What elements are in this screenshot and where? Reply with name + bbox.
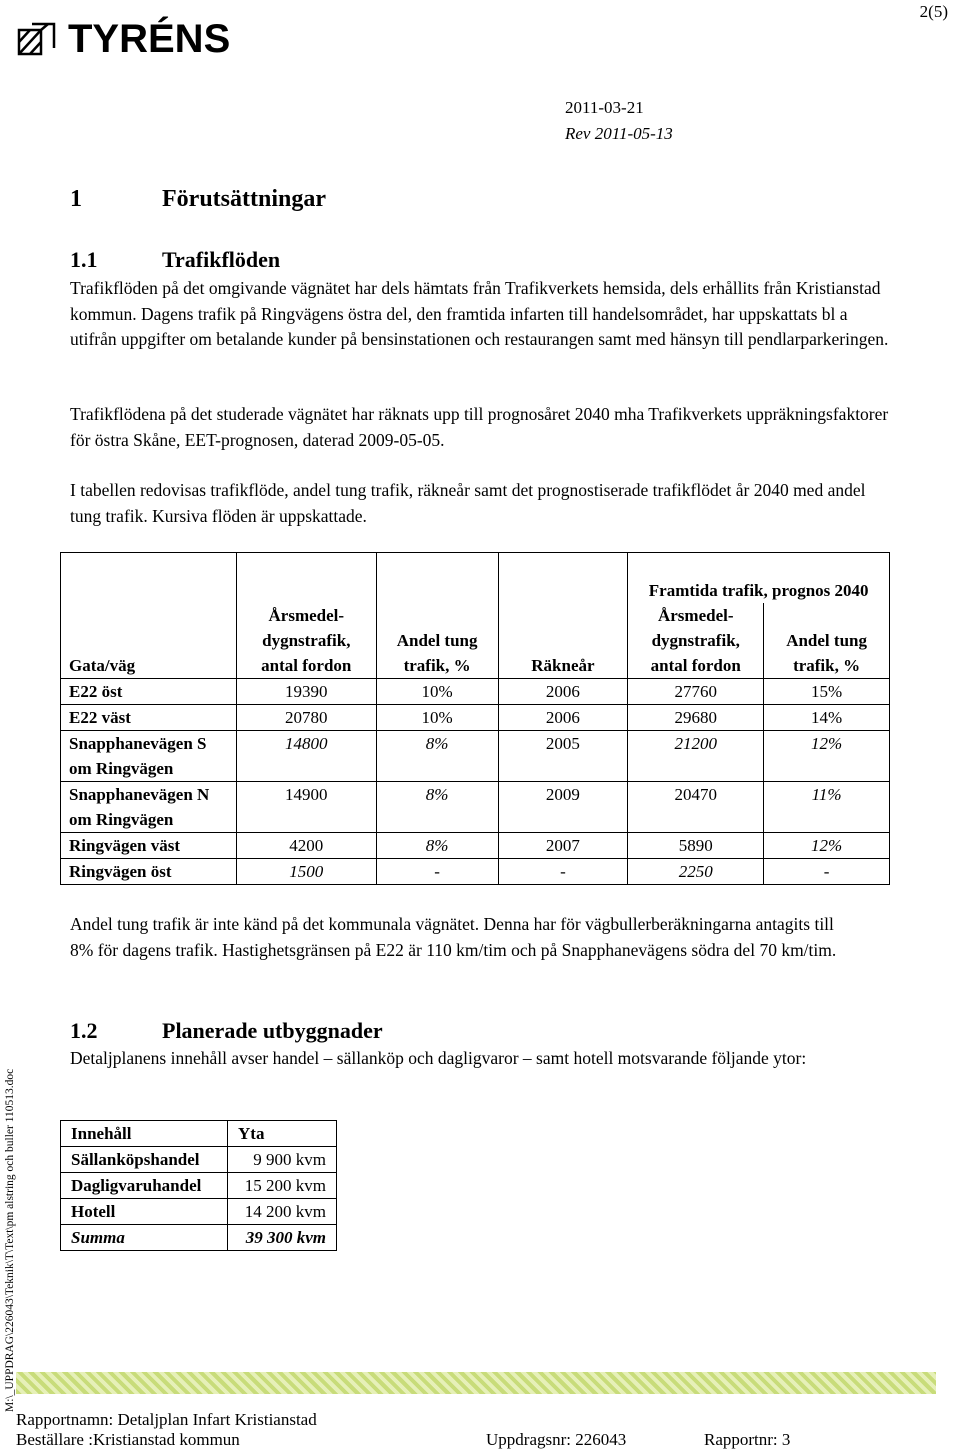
footer-stripe	[16, 1372, 936, 1394]
header-year: Räkneår	[498, 553, 628, 679]
header-street: Gata/väg	[61, 553, 237, 679]
section-1-1-number: 1.1	[70, 247, 98, 272]
table-row: Snapphanevägen N om Ringvägen 14900 8% 2009 20470 11%	[61, 782, 890, 833]
paragraph-heavy-traffic: Andel tung trafik är inte känd på det kommunala vägnätet. Denna har för vägbullerberäkningarna antagits till 8% för dagens trafik. Hastighetsgränsen på E22 är 110 km/tim och på Snapphanevägens södra del 70 km/tim.	[70, 914, 837, 960]
table-row: Snapphanevägen S om Ringvägen 14800 8% 2005 21200 12%	[61, 731, 890, 782]
table-row: E22 öst 19390 10% 2006 27760 15%	[61, 679, 890, 705]
section-1-1-title: Trafikflöden	[162, 247, 281, 272]
logo-text: TYRÉNS	[68, 17, 231, 61]
company-logo	[16, 14, 230, 64]
table-row: E22 väst 20780 10% 2006 29680 14%	[61, 705, 890, 731]
table-header-row	[61, 553, 890, 604]
revision-date: Rev 2011-05-13	[565, 124, 673, 143]
paragraph-planned: Detaljplanens innehåll avser handel – sällanköp och dagligvaror – samt hotell motsvarande följande ytor:	[70, 1048, 807, 1068]
footer-report-number: Rapportnr: 3	[704, 1430, 791, 1449]
file-path-sidebar: M:\_UPPDRAG\226043\Teknik\T\Text\pm alstring och buller 110513.doc	[4, 1068, 16, 1412]
table-row-total: Summa 39 300 kvm	[61, 1225, 337, 1251]
document-date: 2011-03-21	[565, 98, 644, 117]
table-row: Sällanköpshandel 9 900 kvm	[61, 1147, 337, 1173]
header-adt: Årsmedel-dygnstrafik, antal fordon	[236, 553, 376, 679]
footer-client: Beställare :Kristianstad kommun	[16, 1430, 240, 1449]
table-row: Dagligvaruhandel 15 200 kvm	[61, 1173, 337, 1199]
section-1-1-heading	[70, 247, 280, 273]
header-forecast-group: Framtida trafik, prognos 2040	[628, 553, 890, 604]
table-header-row	[61, 1121, 337, 1147]
section-1-2-title: Planerade utbyggnader	[162, 1018, 383, 1043]
section-1-title: Förutsättningar	[162, 186, 326, 212]
table-row: Hotell 14 200 kvm	[61, 1199, 337, 1225]
table-row: Ringvägen öst 1500 - - 2250 -	[61, 859, 890, 885]
section-1-2-number: 1.2	[70, 1018, 98, 1043]
footer-assignment-number: Uppdragsnr: 226043	[486, 1430, 627, 1449]
paragraph-table-intro: I tabellen redovisas trafikflöde, andel tung trafik, räkneår samt det prognostiserade trafikflödet år 2040 med andel tung trafik. Kursiva flöden är uppskattade.	[70, 480, 866, 526]
header-area: Yta	[228, 1121, 337, 1147]
header-content: Innehåll	[61, 1121, 228, 1147]
section-1-number: 1	[70, 186, 82, 212]
area-table	[60, 1120, 337, 1251]
document-date-block	[565, 95, 673, 147]
paragraph-traffic-sources: Trafikflöden på det omgivande vägnätet har dels hämtats från Trafikverkets hemsida, dels erhållits från Kristianstad kommun. Dagens trafik på Ringvägens östra del, den framtida infarten till handelsområdet, har uppskattats bl a utifrån uppgifter om betalande kunder på bensinstationen och restaurangen samt med hänsyn till pendlarparkeringen.	[70, 278, 889, 349]
section-1-2-heading	[70, 1018, 383, 1044]
header-adt-2040: Årsmedel-dygnstrafik, antal fordon	[628, 603, 764, 679]
header-heavy: Andel tung trafik, %	[376, 553, 498, 679]
page-number: 2(5)	[919, 2, 948, 21]
table-row: Ringvägen väst 4200 8% 2007 5890 12%	[61, 833, 890, 859]
section-1-heading	[70, 186, 326, 213]
header-heavy-2040: Andel tung trafik, %	[764, 603, 890, 679]
traffic-flow-table	[60, 552, 890, 885]
footer-report-name: Rapportnamn: Detaljplan Infart Kristianstad	[16, 1410, 317, 1429]
paragraph-forecast: Trafikflödena på det studerade vägnätet har räknats upp till prognosåret 2040 mha Trafikverkets uppräkningsfaktorer för östra Skåne, EET-prognosen, daterad 2009-05-05.	[70, 404, 889, 450]
logo-mark-icon	[16, 18, 58, 60]
